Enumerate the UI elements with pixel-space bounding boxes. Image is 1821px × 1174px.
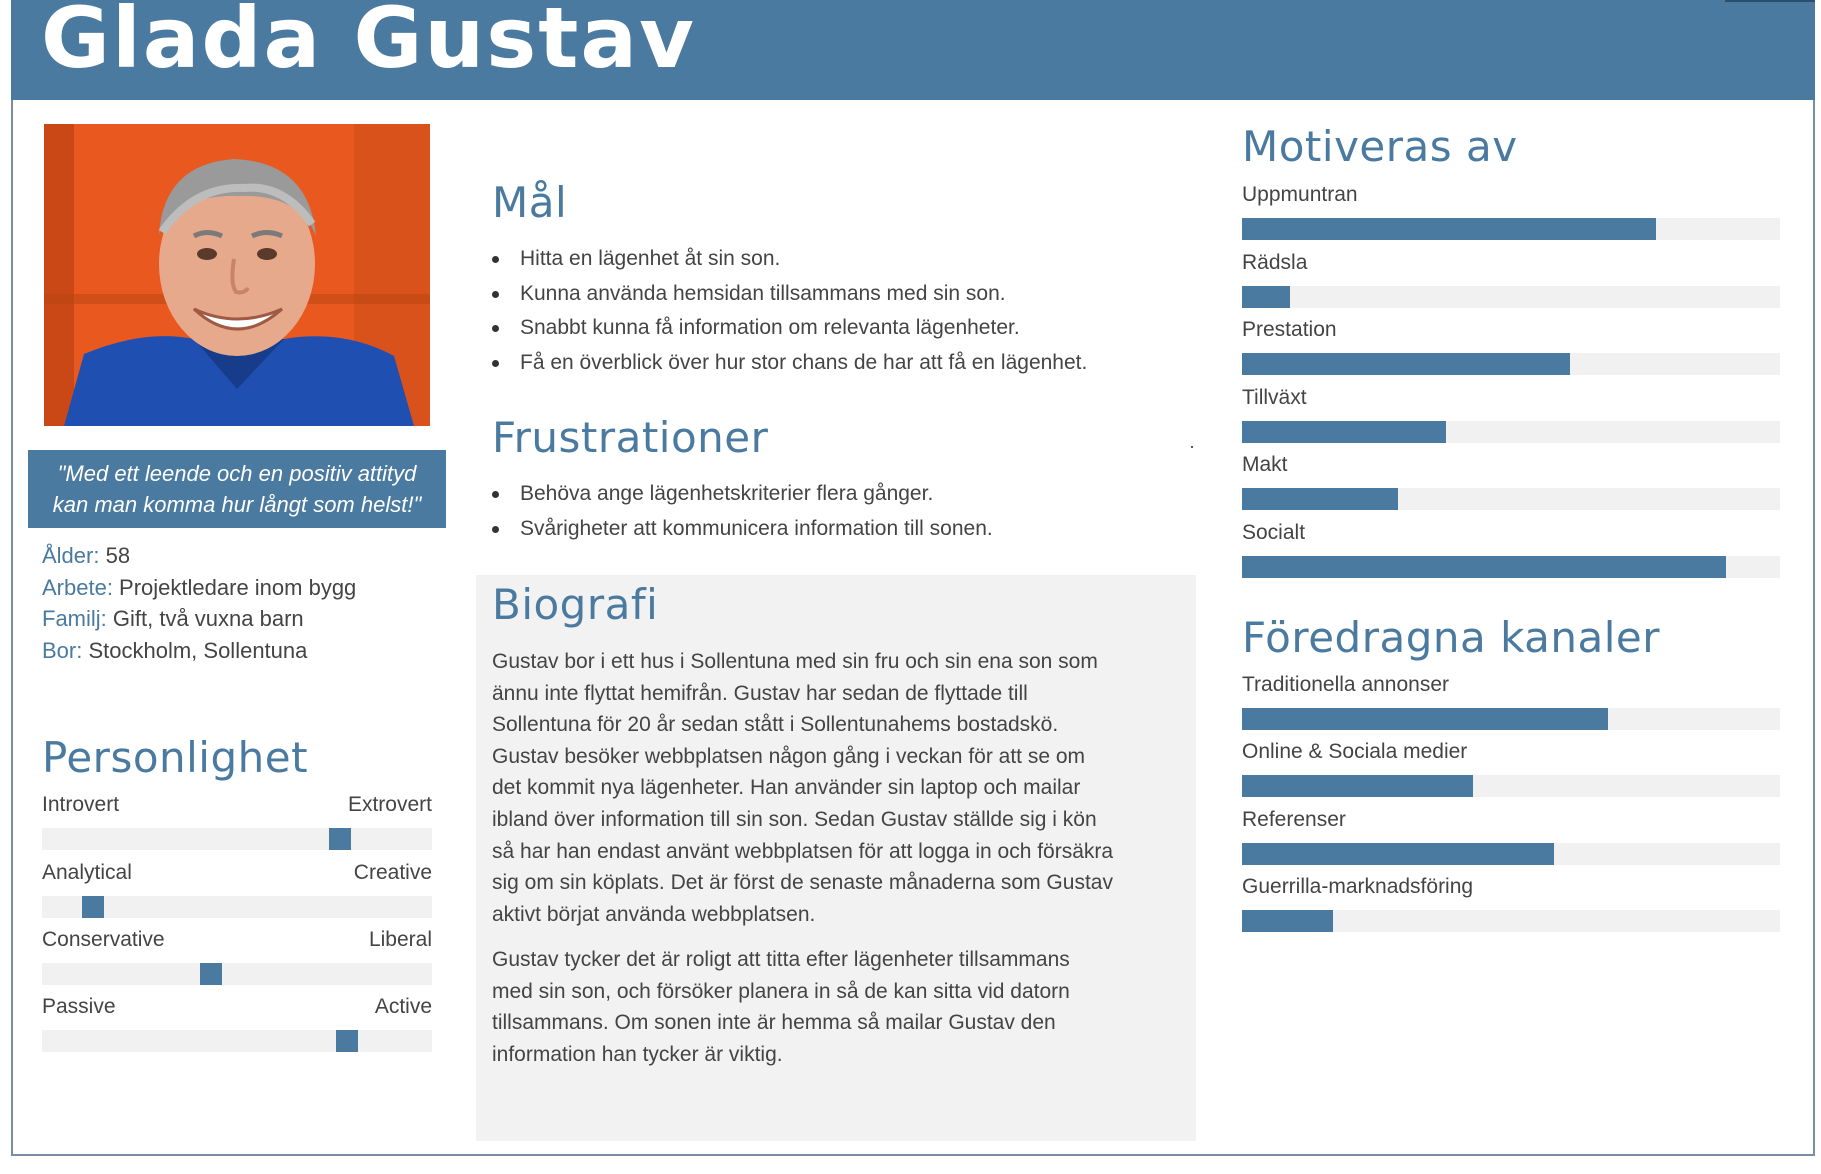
meter-label: Makt xyxy=(1242,453,1288,476)
trait-marker xyxy=(200,963,222,985)
header-bar xyxy=(11,0,1815,100)
meter-track xyxy=(1242,708,1780,730)
biography-title: Biografi xyxy=(492,580,659,629)
persona-photo xyxy=(44,124,430,426)
meter-makt xyxy=(1242,450,1780,510)
meter-track xyxy=(1242,843,1780,865)
meter-track xyxy=(1242,218,1780,240)
fact-job-value: Projektledare inom bygg xyxy=(112,574,357,600)
trait-analytical-creative xyxy=(42,861,432,918)
trait-right-label: Active xyxy=(374,995,432,1018)
meter-track xyxy=(1242,353,1780,375)
meter-track xyxy=(1242,286,1780,308)
motivations-title: Motiveras av xyxy=(1242,122,1518,171)
list-item: Kunna använda hemsidan tillsammans med sin son. xyxy=(492,277,1192,312)
meter-fill xyxy=(1242,708,1608,730)
stray-dot xyxy=(1191,446,1193,448)
bio-line: ibland över information till sin son. Sedan Gustav ställde sig i kön xyxy=(492,807,1097,831)
meter-label: Uppmuntran xyxy=(1242,183,1358,206)
frustrations-list xyxy=(492,477,1192,546)
meter-track xyxy=(1242,775,1780,797)
biography-paragraph-2 xyxy=(492,944,1192,1070)
meter-track xyxy=(1242,556,1780,578)
list-item: Hitta en lägenhet åt sin son. xyxy=(492,242,1192,277)
meter-fill xyxy=(1242,843,1554,865)
trait-passive-active xyxy=(42,995,432,1052)
trait-track xyxy=(42,828,432,850)
meter-fill xyxy=(1242,218,1656,240)
fact-residence-value: Stockholm, Sollentuna xyxy=(82,637,308,663)
meter-label: Prestation xyxy=(1242,318,1337,341)
meter-fill xyxy=(1242,353,1570,375)
trait-track xyxy=(42,896,432,918)
goals-title: Mål xyxy=(492,178,568,227)
bio-line: det kommit nya lägenheter. Han använder sin laptop och mailar xyxy=(492,776,1081,800)
bio-line: så har han endast använt webbplatsen för att logga in och försäkra xyxy=(492,839,1114,863)
trait-left-label: Introvert xyxy=(42,793,120,816)
trait-introvert-extrovert xyxy=(42,793,432,850)
bio-line: Gustav tycker det är roligt att titta efter lägenheter tillsammans xyxy=(492,948,1070,971)
meter-label: Referenser xyxy=(1242,808,1346,831)
biography-paragraph-1 xyxy=(492,646,1192,930)
frustrations-title: Frustrationer xyxy=(492,413,769,462)
meter-track xyxy=(1242,488,1780,510)
list-item: Behöva ange lägenhetskriterier flera gånger. xyxy=(492,477,1192,512)
meter-uppmuntran xyxy=(1242,180,1780,240)
trait-conservative-liberal xyxy=(42,928,432,985)
trait-track xyxy=(42,963,432,985)
trait-left-label: Conservative xyxy=(42,928,165,951)
bio-line: Sollentuna för 20 år sedan stått i Sollentunahems bostadskö. xyxy=(492,713,1059,737)
meter-fill xyxy=(1242,775,1473,797)
meter-socialt xyxy=(1242,518,1780,578)
fact-family xyxy=(42,603,442,635)
meter-label: Rädsla xyxy=(1242,251,1308,274)
trait-track xyxy=(42,1030,432,1052)
goals-list xyxy=(492,242,1192,380)
fact-age-value: 58 xyxy=(99,543,131,568)
meter-label: Guerrilla-marknadsföring xyxy=(1242,875,1474,898)
meter-online-sociala-medier xyxy=(1242,737,1780,797)
personality-title: Personlighet xyxy=(42,733,309,782)
persona-name: Glada Gustav xyxy=(41,0,696,87)
meter-label: Socialt xyxy=(1242,521,1306,544)
trait-right-label: Liberal xyxy=(368,928,432,951)
list-item: Svårigheter att kommunicera information till sonen. xyxy=(492,512,1192,547)
persona-facts xyxy=(42,540,442,666)
meter-label: Online & Sociala medier xyxy=(1242,740,1468,763)
meter-fill xyxy=(1242,556,1726,578)
trait-right-label: Extrovert xyxy=(347,793,432,816)
meter-fill xyxy=(1242,286,1290,308)
meter-track xyxy=(1242,421,1780,443)
bio-line: tillsammans. Om sonen inte är hemma så mailar Gustav den xyxy=(492,1011,1056,1035)
fact-age-label: Ålder: xyxy=(42,543,100,568)
meter-guerrilla-marknadsforing xyxy=(1242,872,1780,932)
list-item: Få en överblick över hur stor chans de har att få en lägenhet. xyxy=(492,346,1192,381)
meter-tillvaxt xyxy=(1242,383,1780,443)
fact-residence-label: Bor: xyxy=(42,637,83,663)
meter-referenser xyxy=(1242,805,1780,865)
trait-left-label: Analytical xyxy=(42,861,132,884)
trait-marker xyxy=(329,828,351,850)
meter-fill xyxy=(1242,910,1333,932)
fact-job xyxy=(42,572,442,604)
trait-marker xyxy=(336,1030,358,1052)
trait-left-label: Passive xyxy=(42,995,116,1018)
bio-line: ännu inte flyttat hemifrån. Gustav har sedan de flyttade till xyxy=(492,681,1028,705)
meter-prestation xyxy=(1242,315,1780,375)
persona-quote: "Med ett leende och en positiv attityd kan man komma hur långt som helst!" xyxy=(28,450,446,528)
meter-fill xyxy=(1242,421,1446,443)
bio-line: Gustav besöker webbplatsen någon gång i veckan för att se om xyxy=(492,744,1086,768)
header-divider xyxy=(1725,0,1815,2)
bio-line: sig om sin köplats. Det är först de senaste månaderna som Gustav xyxy=(492,871,1113,895)
channels-title: Föredragna kanaler xyxy=(1242,613,1661,662)
meter-label: Tillväxt xyxy=(1242,386,1307,409)
bio-line: Gustav bor i ett hus i Sollentuna med sin fru och sin ena son som xyxy=(492,650,1098,673)
list-item: Snabbt kunna få information om relevanta lägenheter. xyxy=(492,311,1192,346)
meter-radsla xyxy=(1242,248,1780,308)
fact-age xyxy=(42,540,442,572)
trait-marker xyxy=(82,896,104,918)
fact-residence xyxy=(42,635,442,667)
trait-right-label: Creative xyxy=(353,861,432,884)
bio-line: aktivt börjat använda webbplatsen. xyxy=(492,902,816,926)
meter-traditionella-annonser xyxy=(1242,670,1780,730)
meter-fill xyxy=(1242,488,1398,510)
bio-line: med sin son, och försöker planera in så de kan sitta vid datorn xyxy=(492,979,1070,1003)
fact-family-label: Familj: xyxy=(42,606,107,631)
meter-track xyxy=(1242,910,1780,932)
meter-label: Traditionella annonser xyxy=(1242,673,1450,696)
fact-job-label: Arbete: xyxy=(42,574,113,600)
fact-family-value: Gift, två vuxna barn xyxy=(106,606,304,631)
bio-line: information han tycker är viktig. xyxy=(492,1042,783,1066)
